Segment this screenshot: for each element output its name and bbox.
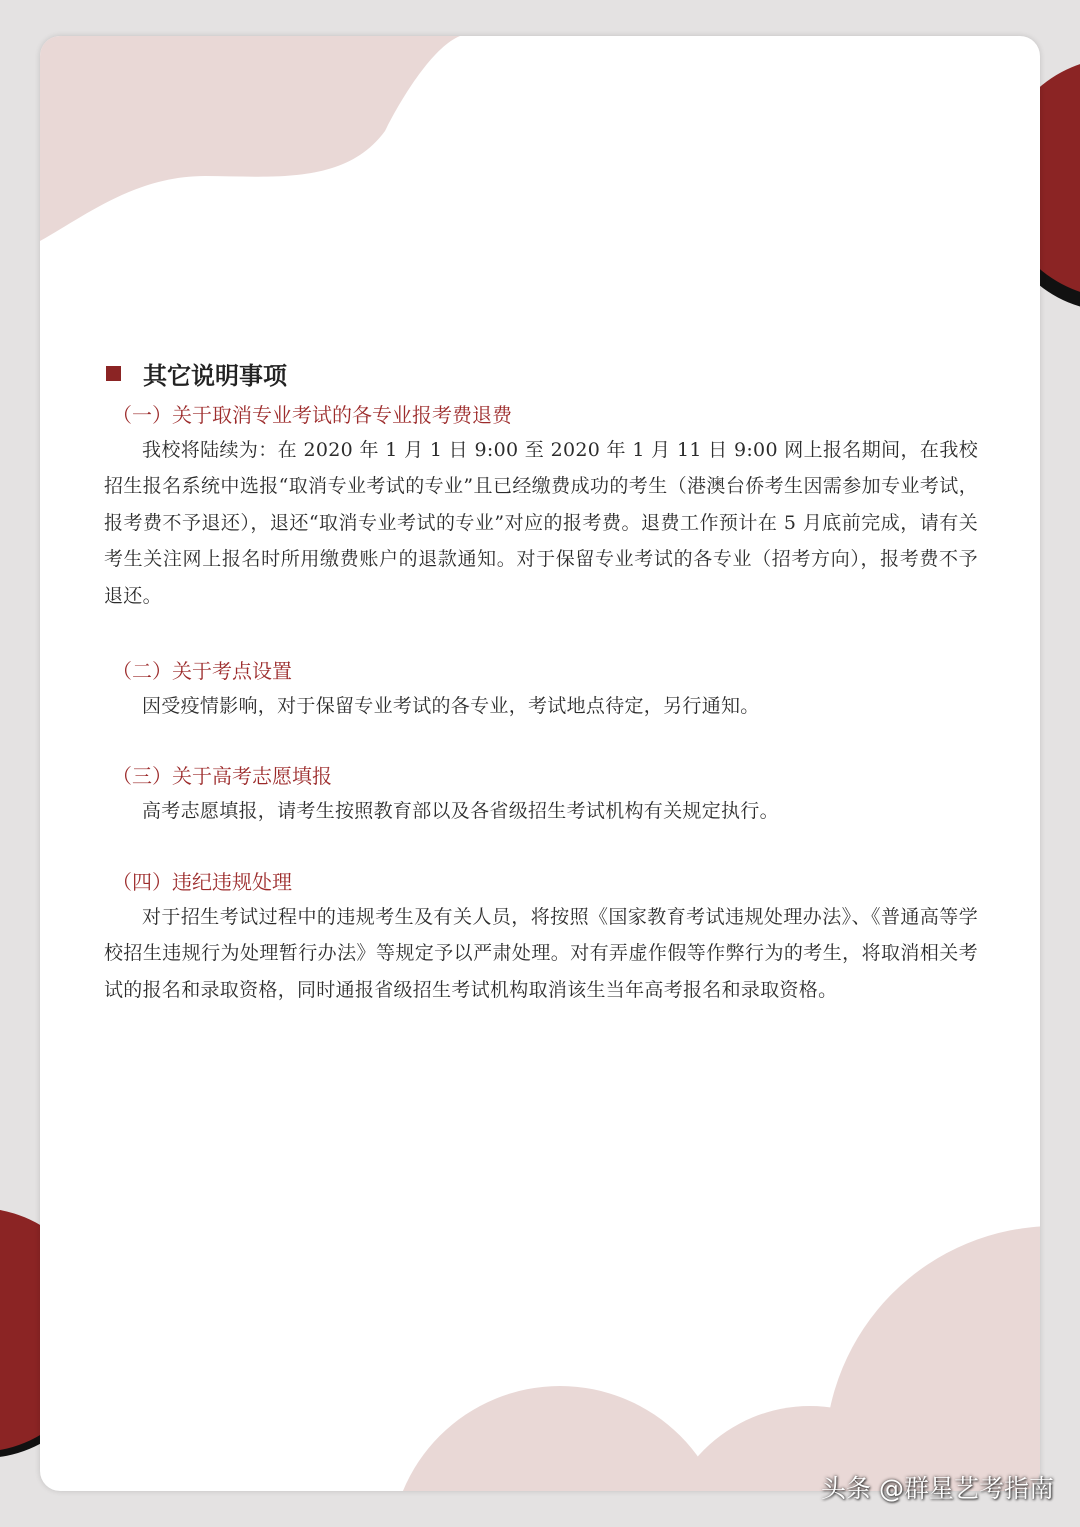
top-left-blob — [40, 36, 460, 241]
section-2-heading: （二）关于考点设置 — [112, 659, 292, 684]
title-square-icon — [106, 366, 121, 381]
section-3-heading: （三）关于高考志愿填报 — [112, 764, 332, 789]
main-title — [104, 350, 978, 396]
section-2-body: 因受疫情影响，对于保留专业考试的各专业，考试地点待定，另行通知。 — [142, 695, 760, 718]
section-4-body: 对于招生考试过程中的违规考生及有关人员，将按照《国家教育考试违规处理办法》、《普通高等学校招生违规行为处理暂行办法》等规定予以严肃处理。对有弄虚作假等作弊行为的考生，将取消相关考试的报名和录取资格，同时通报省级招生考试机构取消该生当年高考报名和录取资格。 — [104, 905, 978, 1001]
section-4-heading: （四）违纪违规处理 — [112, 869, 292, 894]
bottom-cloud-1 — [390, 1386, 730, 1491]
section-3-body: 高考志愿填报，请考生按照教育部以及各省级招生考试机构有关规定执行。 — [142, 800, 779, 823]
section-1-heading: （一）关于取消专业考试的各专业报考费退费 — [112, 403, 512, 427]
section-1-body: 我校将陆续为：在 2020 年 1 月 1 日 9:00 至 2020 年 1 月 11 日 9:00 网上报名期间，在我校招生报名系统中选报“取消专业考试的专业”且已经缴费成功的考生（港澳台侨考生因需参加专业考试，报考费不予退还），退还“取消专业考试的专业”对应的报考费。退费工作预计在 5 月底前完成，请有关考生关注网上报名时所用缴费账户的退款通知。对于保留专业考试的各专业（招考方向），报考费不予退还。 — [104, 439, 978, 607]
watermark-text: 头条 @群星艺考指南 — [821, 1474, 1054, 1503]
main-title-text: 其它说明事项 — [143, 360, 287, 390]
document-content — [104, 350, 978, 1008]
